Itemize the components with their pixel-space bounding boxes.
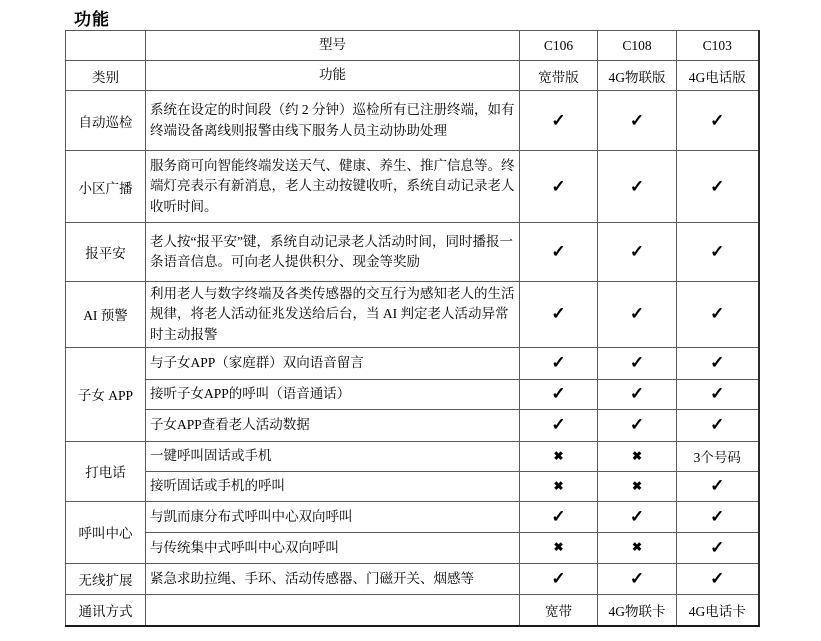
table-row bbox=[66, 347, 759, 379]
value-cell: ✖ bbox=[520, 441, 598, 471]
table-row bbox=[66, 441, 759, 471]
function-cell: 子女APP查看老人活动数据 bbox=[146, 409, 520, 441]
value-cell: ✓ bbox=[677, 282, 759, 348]
value-cell: ✓ bbox=[677, 563, 759, 594]
category-cell: AI 预警 bbox=[66, 282, 146, 348]
header-row-models bbox=[66, 31, 759, 61]
model-name-cell: C103 bbox=[677, 31, 759, 61]
category-cell: 打电话 bbox=[66, 441, 146, 501]
function-cell: 接听固话或手机的呼叫 bbox=[146, 471, 520, 501]
version-name-cell: 宽带版 bbox=[520, 61, 598, 91]
value-cell: ✓ bbox=[677, 223, 759, 282]
value-cell: ✓ bbox=[677, 379, 759, 409]
category-cell: 报平安 bbox=[66, 223, 146, 282]
value-cell: ✓ bbox=[677, 501, 759, 532]
value-cell: 4G物联卡 bbox=[598, 594, 677, 626]
features-comparison-table bbox=[65, 30, 760, 627]
header-row-versions bbox=[66, 61, 759, 91]
value-cell: ✓ bbox=[598, 379, 677, 409]
function-cell: 与凯而康分布式呼叫中心双向呼叫 bbox=[146, 501, 520, 532]
value-cell: ✓ bbox=[520, 151, 598, 223]
value-cell: ✓ bbox=[520, 282, 598, 348]
table-row bbox=[66, 91, 759, 151]
version-name-cell: 4G电话版 bbox=[677, 61, 759, 91]
value-cell: ✓ bbox=[598, 409, 677, 441]
table-row bbox=[66, 409, 759, 441]
value-cell: ✖ bbox=[598, 532, 677, 563]
function-cell: 一键呼叫固话或手机 bbox=[146, 441, 520, 471]
page-title: 功能 bbox=[74, 10, 110, 29]
function-cell: 老人按“报平安”键，系统自动记录老人活动时间，同时播报一条语音信息。可向老人提供积分、现金等奖励 bbox=[146, 223, 520, 282]
table-row bbox=[66, 151, 759, 223]
function-cell: 服务商可向智能终端发送天气、健康、养生、推广信息等。终端灯亮表示有新消息，老人主动按键收听，系统自动记录老人收听时间。 bbox=[146, 151, 520, 223]
corner-cell bbox=[66, 31, 146, 61]
value-cell: ✓ bbox=[598, 151, 677, 223]
value-cell: ✓ bbox=[520, 409, 598, 441]
category-cell: 小区广播 bbox=[66, 151, 146, 223]
function-cell: 系统在设定的时间段（约 2 分钟）巡检所有已注册终端，如有终端设备离线则报警由线下服务人员主动协助处理 bbox=[146, 91, 520, 151]
value-cell: 宽带 bbox=[520, 594, 598, 626]
value-cell: ✓ bbox=[520, 223, 598, 282]
value-cell: ✓ bbox=[520, 91, 598, 151]
table-row bbox=[66, 501, 759, 532]
category-cell: 自动巡检 bbox=[66, 91, 146, 151]
category-header-cell: 类别 bbox=[66, 61, 146, 91]
value-cell: ✓ bbox=[520, 379, 598, 409]
value-cell: ✓ bbox=[677, 409, 759, 441]
value-cell: ✓ bbox=[598, 223, 677, 282]
value-cell: ✓ bbox=[598, 282, 677, 348]
function-cell: 与子女APP（家庭群）双向语音留言 bbox=[146, 347, 520, 379]
value-cell: ✖ bbox=[598, 471, 677, 501]
value-cell: ✓ bbox=[598, 501, 677, 532]
value-cell: ✓ bbox=[520, 501, 598, 532]
value-cell: ✓ bbox=[520, 563, 598, 594]
value-cell: ✖ bbox=[520, 471, 598, 501]
function-cell: 利用老人与数字终端及各类传感器的交互行为感知老人的生活规律，将老人活动征兆发送给后台，当 AI 判定老人活动异常时主动报警 bbox=[146, 282, 520, 348]
function-header-cell: 功能 bbox=[146, 61, 520, 91]
value-cell: ✓ bbox=[677, 347, 759, 379]
table-row bbox=[66, 594, 759, 626]
function-cell bbox=[146, 594, 520, 626]
value-cell: 3个号码 bbox=[677, 441, 759, 471]
value-cell: ✓ bbox=[677, 471, 759, 501]
model-header-cell: 型号 bbox=[146, 31, 520, 61]
value-cell: ✓ bbox=[598, 563, 677, 594]
value-cell: 4G电话卡 bbox=[677, 594, 759, 626]
value-cell: ✖ bbox=[520, 532, 598, 563]
table-row bbox=[66, 379, 759, 409]
value-cell: ✓ bbox=[520, 347, 598, 379]
model-name-cell: C108 bbox=[598, 31, 677, 61]
category-cell: 呼叫中心 bbox=[66, 501, 146, 563]
value-cell: ✖ bbox=[598, 441, 677, 471]
category-cell: 通讯方式 bbox=[66, 594, 146, 626]
value-cell: ✓ bbox=[598, 91, 677, 151]
value-cell: ✓ bbox=[677, 91, 759, 151]
table-row bbox=[66, 223, 759, 282]
table-row bbox=[66, 471, 759, 501]
table-row bbox=[66, 563, 759, 594]
model-name-cell: C106 bbox=[520, 31, 598, 61]
value-cell: ✓ bbox=[598, 347, 677, 379]
function-cell: 紧急求助拉绳、手环、活动传感器、门磁开关、烟感等 bbox=[146, 563, 520, 594]
category-cell: 无线扩展 bbox=[66, 563, 146, 594]
function-cell: 接听子女APP的呼叫（语音通话） bbox=[146, 379, 520, 409]
function-cell: 与传统集中式呼叫中心双向呼叫 bbox=[146, 532, 520, 563]
value-cell: ✓ bbox=[677, 532, 759, 563]
table-row bbox=[66, 532, 759, 563]
version-name-cell: 4G物联版 bbox=[598, 61, 677, 91]
table-row bbox=[66, 282, 759, 348]
value-cell: ✓ bbox=[677, 151, 759, 223]
category-cell: 子女 APP bbox=[66, 347, 146, 441]
